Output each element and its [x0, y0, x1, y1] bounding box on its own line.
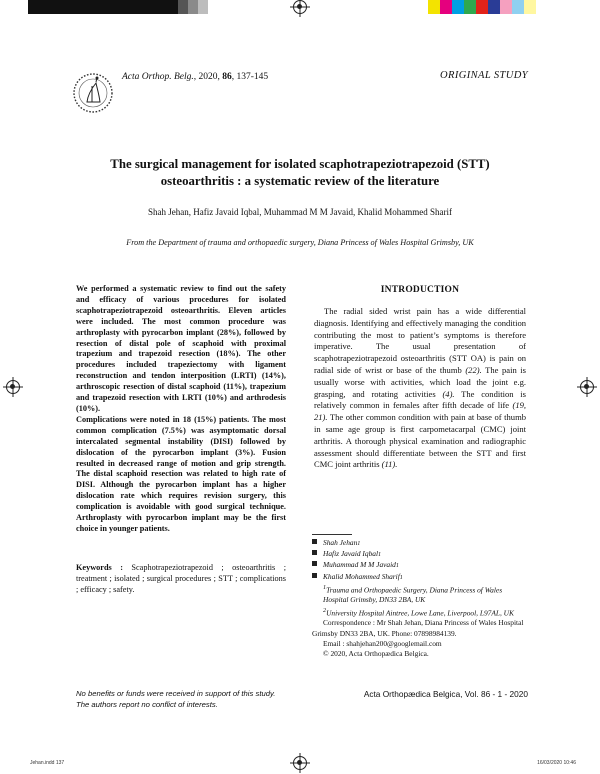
intro-text-part: The condition is relatively common in females after fifth decade of life — [314, 388, 526, 411]
affiliation-sup: 2 — [323, 607, 327, 614]
citation: (19, 21). — [314, 400, 526, 423]
print-slug-date: 16/03/2020 10:46 — [537, 760, 576, 766]
disclaimer-line: The authors report no conflict of interests. — [76, 700, 218, 709]
keywords-list: Scaphotrapeziotrapezoid ; osteoarthritis ; treatment ; isolated ; surgical procedures ; STT ; complications ; efficacy ; safety. — [76, 563, 286, 594]
author-sup: 1 — [399, 574, 403, 581]
registration-bar-black — [28, 0, 178, 14]
registration-bar-gray — [188, 0, 198, 14]
print-slug-file: Jehan.indd 137 — [30, 760, 65, 766]
affiliation-entry — [312, 583, 528, 606]
disclaimer-line: No benefits or funds were received in support of this study. — [76, 689, 276, 698]
print-registration-strip — [28, 0, 572, 20]
author-list: Shah Jehan, Hafiz Javaid Iqbal, Muhammad M M Javaid, Khalid Mohammed Sharif — [148, 207, 452, 217]
abstract — [76, 284, 286, 535]
registration-bar-cyan — [452, 0, 464, 14]
journal-citation: Acta Orthop. Belg., 2020, 86, 137-145 — [122, 72, 269, 82]
affiliation-sup: 1 — [323, 584, 327, 591]
author-sup: 1 — [357, 541, 361, 547]
author-name: Muhammad M M Javaid — [323, 560, 396, 570]
bullet-icon — [312, 573, 317, 578]
author-name: Khalid Mohammed Sharif — [323, 571, 400, 581]
registration-bar-magenta — [440, 0, 452, 14]
keywords — [76, 563, 286, 596]
copyright: © 2020, Acta Orthopædica Belgica. — [323, 648, 429, 658]
registration-bar-light — [198, 0, 208, 14]
registration-bar-blue — [488, 0, 500, 14]
crosshair-icon — [293, 756, 307, 770]
footer-journal: Acta Orthopædica Belgica, Vol. 86 - 1 - 2020 — [363, 689, 528, 699]
bullet-icon — [312, 561, 317, 566]
bullet-icon — [312, 539, 317, 544]
journal-pages: 137-145 — [236, 72, 269, 82]
crosshair-icon — [580, 380, 594, 394]
crosshair-icon — [293, 0, 307, 14]
abstract-paragraph: Complications were noted in 18 (15%) patients. The most common complication (7.5%) was asymptomatic dorsal intercalated segmental instability (DISI) followed by dislocation of the pyrocarbon implant (3%). Fusion resulted in decreased range of motion and grip strength. The distal scaphoid resection was related to high rate of DISI. Although the pyrocarbon implant has a higher dislocation rate which requires revision surgery, this complication is avoidable with good surgical technique. Arthroplasty with pyrocarbon implant may be the first choice in younger patients. — [76, 414, 286, 533]
section-label: ORIGINAL STUDY — [440, 70, 528, 81]
section-heading: INTRODUCTION — [380, 285, 460, 295]
citation: (22). — [465, 364, 482, 375]
affiliation-entry — [312, 606, 528, 619]
author-entry — [312, 560, 528, 571]
email: Email : shahjehan200@googlemail.com — [323, 638, 442, 648]
journal-logo-icon — [70, 68, 116, 118]
title-line-2: osteoarthritis : a systematic review of the literature — [160, 174, 440, 188]
citation: (4). — [442, 388, 455, 399]
affiliation: From the Department of trauma and orthopaedic surgery, Diana Princess of Wales Hospital Grimsby, UK — [126, 238, 474, 247]
journal-volume: 86 — [222, 72, 232, 82]
affiliation-text: University Hospital Aintree, Lowe Lane, Liverpool, L97AL, UK — [326, 608, 514, 618]
intro-text-part: The radial sided wrist pain has a wide differential diagnosis. Identifying and effectively managing the condition contributing the most to patient’s symptoms is therefore imperative. The usual presentation of scaphotrapeziotrapezoid osteoarthritis (STT OA) is pain on radial side of wrist or base of the thumb — [314, 306, 526, 375]
keywords-label: Keywords : — [76, 563, 123, 572]
funding-disclaimer — [76, 688, 275, 710]
author-name: Hafiz Javaid Iqbal — [323, 549, 379, 559]
journal-abbrev: Acta Orthop. Belg. — [122, 72, 194, 82]
author-entry — [312, 549, 528, 560]
author-name: Shah Jehan — [323, 538, 358, 547]
journal-year: 2020 — [198, 72, 218, 82]
author-entry — [312, 538, 528, 549]
registration-bar-pale — [524, 0, 536, 14]
abstract-paragraph: We performed a systematic review to find out the safety and efficacy of various procedures for isolated scaphotrapeziotrapezoid osteoarthritis. Eleven articles were included. The most common procedure was arthroplasty with pyrocarbon implant (28%), followed by resection of distal pole of scaphoid with proximal trapezium and trapezoid resection (18%). The other procedures included trapeziectomy with ligament reconstruction and tendon interposition (LRTI) (14%), arthroscopic resection of distal scaphoid (11%), trapezium and trapezoid resection with LRTI (10%) and arthrodesis (10%). — [76, 284, 286, 413]
divider — [312, 534, 352, 535]
intro-text-part: The pain is usually worse with activities, which load the joint e.g. grasping, and rotating activities — [314, 364, 526, 399]
registration-bar-green — [464, 0, 476, 14]
registration-bar-red — [476, 0, 488, 14]
affiliation-text: Trauma and Orthopaedic Surgery, Diana Princess of Wales Hospital Grimsby, DN33 2BA, UK — [323, 585, 503, 605]
introduction-text — [314, 306, 526, 471]
author-sup: 1 — [395, 563, 399, 570]
author-correspondence — [312, 534, 528, 659]
correspondence-address: Correspondence : Mr Shah Jehan, Diana Princess of Wales Hospital Grimsby DN33 2BA, UK. Phone: 07898984139. — [312, 618, 524, 638]
registration-bar-dark — [178, 0, 188, 14]
citation: (11). — [381, 459, 398, 470]
registration-bar-pink — [500, 0, 512, 14]
author-entry — [312, 572, 528, 583]
author-sup: 1 — [378, 552, 382, 559]
title-line-1: The surgical management for isolated scaphotrapeziotrapezoid (STT) — [110, 157, 490, 171]
bullet-icon — [312, 550, 317, 555]
intro-text-part: The other common condition with pain at base of thumb in same age group is first carpometacarpal (CMC) joint arthritis. A thorough physical examination and radiographic assessment should differentiate between the STT and first CMC joint arthritis — [314, 412, 526, 470]
registration-bar-yellow — [428, 0, 440, 14]
crosshair-icon — [6, 380, 20, 394]
article-title — [80, 156, 520, 190]
registration-bar-lightblue — [512, 0, 524, 14]
